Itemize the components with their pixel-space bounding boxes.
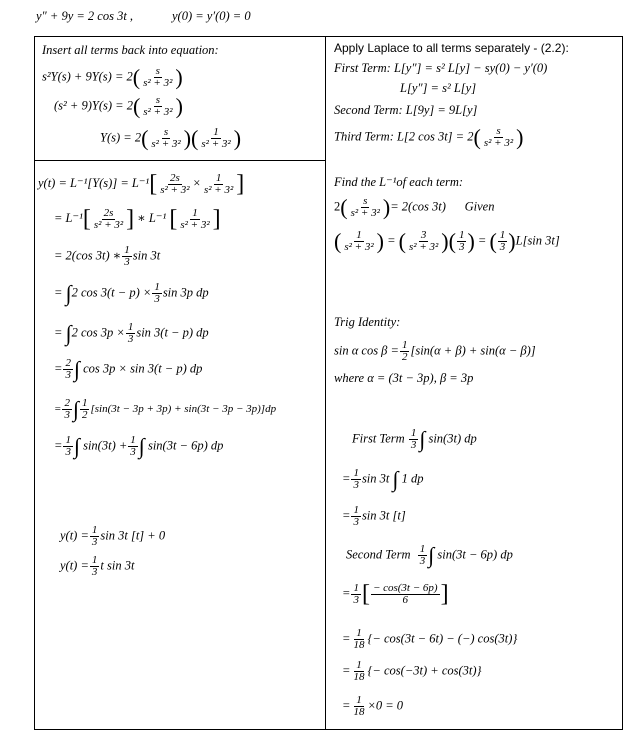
given-line: 2( $\frac{s}{\text{s² + 3²}}$ )= 2(cos 3t) Given xyxy=(334,194,495,220)
second-term-step-2: = $\frac{1}{3}$ [ $\frac{- \cos(3t - 6p)}{6}$ ] xyxy=(342,581,449,607)
integral-1: = ∫2 cos 3(t − p) × $\frac{1}{3}$ sin 3p dp xyxy=(54,280,209,306)
first-term-laplace-b: L[y″] = s² L[y] xyxy=(400,81,477,95)
integral-3: = $\frac{2}{3}$ ∫ cos 3p × sin 3(t − p) dp xyxy=(54,356,203,382)
final-answer-1: y(t) = $\frac{1}{3}$ sin 3t [t] + 0 xyxy=(60,524,166,548)
second-term-integral: Second Term $\frac{1}{3}$ ∫ sin(3t − 6p) dp xyxy=(346,542,513,568)
second-term-step-3: = $\frac{1}{18}$ {− cos(3t − 6t) − (−) cos(3t)} xyxy=(342,627,518,651)
column-divider xyxy=(325,36,326,730)
right-heading: Apply Laplace to all terms separately - (2.2): xyxy=(334,41,569,55)
second-term-step-5: = $\frac{1}{18}$ ×0 = 0 xyxy=(342,694,404,718)
first-term-integral: First Term $\frac{1}{3}$ ∫ sin(3t) dp xyxy=(352,426,477,452)
integral-2: = ∫2 cos 3p × $\frac{1}{3}$ sin 3(t − p) dp xyxy=(54,320,209,346)
trig-where: where α = (3t − 3p), β = 3p xyxy=(334,371,474,385)
row-divider xyxy=(34,160,325,161)
ode-equation: y″ + 9y = 2 cos 3t , xyxy=(36,9,134,23)
left-heading: Insert all terms back into equation: xyxy=(42,43,219,57)
first-term-laplace: First Term: L[y″] = s² L[y] − sy(0) − y′(0) xyxy=(334,61,548,75)
inverse-eq-1: y(t) = L⁻¹[Y(s)] = L⁻¹[ $\frac{2s}{\text{s² + 3²}}$ × $\frac{1}{\text{s² + 3²}}$ ] xyxy=(38,171,245,197)
laplace-eq-1: s²Y(s) + 9Y(s) = 2( $\frac{s}{\text{s² + 3²}}$ ) xyxy=(42,64,183,90)
trig-identity: sin α cos β = $\frac{1}{2}$ [sin(α + β) + sin(α − β)] xyxy=(334,339,536,363)
integral-4: = $\frac{2}{3}$ ∫ $\frac{1}{2}$ [sin(3t − 3p + 3p) + sin(3t − 3p − 3p)]dp xyxy=(54,396,277,422)
first-term-step-2: = $\frac{1}{3}$ sin 3t ∫ 1 dp xyxy=(342,466,424,492)
inverse-eq-2: = L⁻¹[ $\frac{2s}{\text{s² + 3²}}$ ] ∗ L⁻¹ [ $\frac{1}{\text{s² + 3²}}$ ] xyxy=(54,206,221,232)
find-inverse-heading: Find the L⁻¹of each term: xyxy=(334,175,464,189)
third-term-laplace: Third Term: L[2 cos 3t] = 2( $\frac{s}{\text{s² + 3²}}$ ) xyxy=(334,124,524,150)
final-answer-2: y(t) = $\frac{1}{3}$ t sin 3t xyxy=(60,554,135,578)
second-term-step-4: = $\frac{1}{18}$ {− cos(−3t) + cos(3t)} xyxy=(342,659,482,683)
trig-identity-heading: Trig Identity: xyxy=(334,315,401,329)
integral-5: = $\frac{1}{3}$ ∫ sin(3t) + $\frac{1}{3}$ ∫ sin(3t − 6p) dp xyxy=(54,433,224,459)
first-term-step-3: = $\frac{1}{3}$ sin 3t [t] xyxy=(342,504,406,528)
convolution-line: = 2(cos 3t) ∗ $\frac{1}{3}$ sin 3t xyxy=(54,244,161,268)
sin-inverse-line: ( $\frac{1}{\text{s² + 3²}}$ ) = ( $\frac{3}{\text{s² + 3²}}$ )( $\frac{1}{3}$ ) = ( $\frac{1}{3}$ )L[sin 3t] xyxy=(334,228,560,254)
laplace-eq-3: Y(s) = 2( $\frac{s}{\text{s² + 3²}}$ )( $\frac{1}{\text{s² + 3²}}$ ) xyxy=(100,125,242,151)
initial-conditions: y(0) = y′(0) = 0 xyxy=(172,9,251,23)
laplace-eq-2: (s² + 9)Y(s) = 2( $\frac{s}{\text{s² + 3²}}$ ) xyxy=(54,93,183,119)
second-term-laplace: Second Term: L[9y] = 9L[y] xyxy=(334,103,478,117)
